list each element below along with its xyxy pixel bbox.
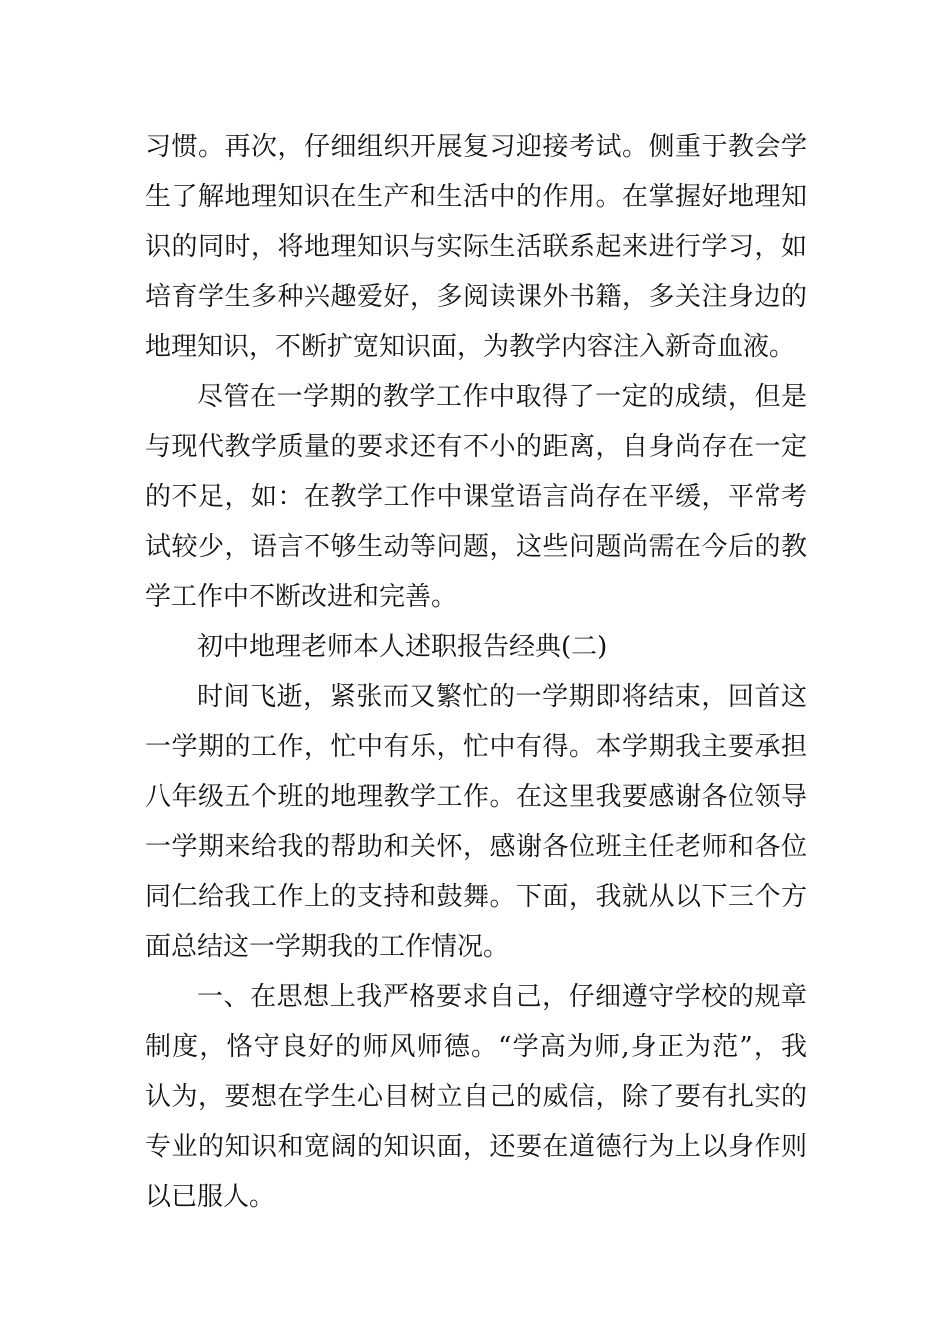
text-line: 同仁给我工作上的支持和鼓舞。下面，我就从以下三个方 [145, 882, 807, 912]
text-line: 地理知识，不断扩宽知识面，为教学内容注入新奇血液。 [145, 332, 796, 362]
text-line: 与现代教学质量的要求还有不小的距离，自身尚存在一定 [145, 432, 807, 462]
paragraph-introduction [145, 672, 807, 972]
text-line: 面总结这一学期我的工作情况。 [145, 932, 510, 962]
paragraph-continued [145, 122, 807, 372]
section-heading [145, 622, 807, 672]
text-line: 专业的知识和宽阔的知识面，还要在道德行为上以身作则 [145, 1132, 807, 1162]
text-line: 学工作中不断改进和完善。 [145, 582, 458, 612]
text-line: 时间飞逝，紧张而又繁忙的一学期即将结束，回首这 [197, 682, 807, 712]
text-line: 培育学生多种兴趣爱好，多阅读课外书籍，多关注身边的 [145, 282, 807, 312]
text-line: 尽管在一学期的教学工作中取得了一定的成绩，但是 [197, 382, 807, 412]
text-line: 八年级五个班的地理教学工作。在这里我要感谢各位领导 [145, 782, 807, 812]
text-line: 一学期来给我的帮助和关怀，感谢各位班主任老师和各位 [145, 832, 807, 862]
document-page [145, 122, 807, 1222]
text-line: 一、在思想上我严格要求自己，仔细遵守学校的规章 [197, 982, 807, 1012]
paragraph-thought [145, 972, 807, 1222]
heading-text: 初中地理老师本人述职报告经典(二) [197, 632, 608, 662]
text-line: 生了解地理知识在生产和生活中的作用。在掌握好地理知 [145, 182, 807, 212]
text-line: 以已服人。 [145, 1182, 276, 1212]
text-line: 制度，恪守良好的师风师德。“学高为师,身正为范”，我 [145, 1032, 807, 1062]
text-line: 识的同时，将地理知识与实际生活联系起来进行学习，如 [145, 232, 807, 262]
paragraph-shortcomings [145, 372, 807, 622]
text-line: 一学期的工作，忙中有乐，忙中有得。本学期我主要承担 [145, 732, 807, 762]
text-line: 的不足，如：在教学工作中课堂语言尚存在平缓，平常考 [145, 482, 807, 512]
text-line: 试较少，语言不够生动等问题，这些问题尚需在今后的教 [145, 532, 807, 562]
text-line: 认为，要想在学生心目树立自己的威信，除了要有扎实的 [145, 1082, 807, 1112]
text-line: 习惯。再次，仔细组织开展复习迎接考试。侧重于教会学 [145, 132, 807, 162]
